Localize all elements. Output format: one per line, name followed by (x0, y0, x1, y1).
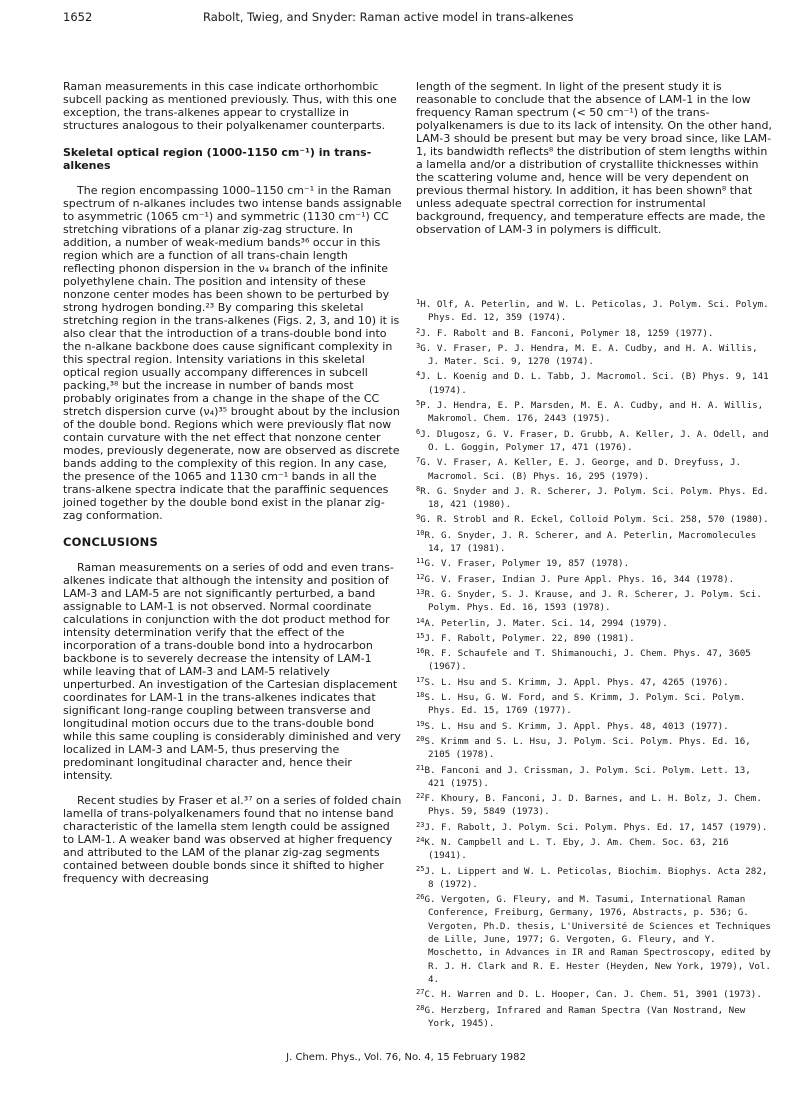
reference-text: R. G. Snyder, J. R. Scherer, and A. Peterlin, Macromolecules 14, 17 (1981). (424, 529, 757, 555)
reference-number: 9 (416, 513, 421, 522)
reference-item (416, 325, 772, 340)
reference-number: 2 (416, 326, 421, 335)
reference-text: G. R. Strobl and R. Eckel, Colloid Polym. Sci. 258, 570 (1980). (420, 514, 769, 526)
reference-number: 23 (416, 820, 425, 829)
right-column (416, 80, 772, 1030)
reference-text: F. Khoury, B. Fanconi, J. D. Barnes, and L. H. Bolz, J. Chem. Phys. 59, 5849 (1973). (424, 793, 762, 818)
reference-number: 15 (416, 631, 425, 640)
paragraph: Raman measurements on a series of odd and even trans-alkenes indicate that although the intensity and position of LAM-3 and LAM-5 are not significantly perturbed, a band assignable to LAM-1 is not observed. Normal coordinate calculations in conjunction with the dot product method for intensity determination verify that the effect of the incorporation of a trans-double bond into a hydrocarbon backbone is to severely decrease the intensity of LAM-1 while leaving that of LAM-3 and LAM-5 relatively unperturbed. An investigation of the Cartesian displacement coordinates for LAM-1 in the trans-alkenes indicates that significant long-range coupling between transverse and longitudinal motion occurs due to the trans-double bond while this same coupling is considerably diminished and very localized in LAM-3 and LAM-5, thus preserving the predominant longitudinal character and, hence their intensity. (63, 561, 401, 782)
reference-text: G. V. Fraser, A. Keller, E. J. George, and D. Dreyfuss, J. Macromol. Sci. (B) Phys. 16, 295 (1979). (420, 457, 742, 482)
reference-number: 17 (416, 675, 425, 684)
reference-item (416, 674, 772, 689)
reference-number: 25 (416, 864, 425, 873)
reference-number: 6 (416, 427, 421, 436)
reference-item (416, 863, 772, 892)
paragraph: Raman measurements in this case indicate orthorhombic subcell packing as mentioned previously. Thus, with this one exception, the trans-alkenes appear to crystallize in structures analogous to their polyalkenamer counterparts. (63, 80, 397, 132)
page-number: 1652 (63, 10, 93, 24)
reference-text: C. H. Warren and D. L. Hooper, Can. J. Chem. 51, 3901 (1973). (424, 989, 762, 1001)
paragraph: The region encompassing 1000–1150 cm⁻¹ in the Raman spectrum of n-alkanes includes two intense bands assignable to asymmetric (1065 cm⁻¹) and symmetric (1130 cm⁻¹) CC stretching vibrations of a planar zig-zag structure. In addition, a number of weak-medium bands³⁶ occur in this region which are a function of all trans-chain length reflecting phonon dispersion in the ν₄ branch of the infinite polyethylene chain. The position and intensity of these nonzone center modes has been shown to be perturbed by strong hydrogen bonding.²³ By comparing this skeletal stretching region in the trans-alkenes (Figs. 2, 3, and 10) it is also clear that the introduction of a trans-double bond into the n-alkane backbone does cause significant complexity in this spectral region. Intensity variations in this skeletal optical region usually accompany differences in subcell packing,³⁸ but the increase in number of bands most probably originates from a change in the shape of the CC stretch dispersion curve (ν₄)³⁵ brought about by the inclusion of the double bond. Regions which were previously flat now contain curvature with the net effect that nonzone center modes, previously degenerate, now are observed as discrete bands adding to the complexity of this region. In any case, the presence of the 1065 and 1130 cm⁻¹ bands in all the trans-alkene spectra indicate that the paraffinic sequences joined together by the double bond exist in the planar zig-zag conformation. (63, 184, 402, 522)
paragraph: Recent studies by Fraser et al.³⁷ on a series of folded chain lamella of trans-polyalkenamers found that no intense band characteristic of the lamella stem length could be assigned to LAM-1. A weaker band was observed at higher frequency and attributed to the LAM of the planar zig-zag segments contained between double bonds since it shifted to higher frequency with decreasing (63, 794, 402, 885)
reference-item (416, 397, 772, 426)
reference-item (416, 718, 772, 733)
reference-number: 28 (416, 1003, 425, 1012)
reference-item (416, 426, 772, 455)
reference-number: 24 (416, 835, 425, 844)
reference-number: 13 (416, 587, 425, 596)
reference-item (416, 555, 772, 570)
references-list (416, 296, 772, 1030)
reference-item (416, 986, 772, 1001)
reference-text: J. F. Rabolt, J. Polym. Sci. Polym. Phys. Ed. 17, 1457 (1979). (424, 821, 768, 833)
reference-item (416, 1002, 772, 1031)
reference-item (416, 296, 772, 325)
reference-text: R. F. Schaufele and T. Shimanouchi, J. Chem. Phys. 47, 3605 (1967). (424, 648, 751, 673)
reference-text: B. Fanconi and J. Crissman, J. Polym. Sci. Polym. Lett. 13, 421 (1975). (424, 764, 751, 789)
section-heading-skeletal: Skeletal optical region (1000-1150 cm⁻¹) in trans-alkenes (63, 146, 372, 172)
reference-number: 16 (416, 647, 425, 656)
reference-number: 10 (416, 528, 425, 537)
reference-item (416, 790, 772, 819)
reference-item (416, 689, 772, 718)
reference-number: 27 (416, 988, 425, 997)
reference-item (416, 483, 772, 512)
reference-item (416, 454, 772, 483)
reference-number: 3 (416, 341, 421, 350)
reference-item (416, 571, 772, 586)
reference-text: G. V. Fraser, P. J. Hendra, M. E. A. Cudby, and H. A. Willis, J. Mater. Sci. 9, 1270 (1974). (420, 342, 758, 368)
reference-number: 21 (416, 763, 425, 772)
reference-item (416, 586, 772, 615)
reference-item (416, 340, 772, 369)
page-footer: J. Chem. Phys., Vol. 76, No. 4, 15 February 1982 (286, 1052, 526, 1063)
reference-text: G. Vergoten, G. Fleury, and M. Tasumi, International Raman Conference, Freiburg, Germany, 1976, Abstracts, p. 536; G. Vergoten, Ph.D. thesis, L'Université de Sciences et Techniques de Lille, June, 1977; G. Vergoten, G. Fleury, and Y. Moschetto, in Advances in IR and Raman Spectroscopy, edited by R. J. H. Clark and R. E. Hester (Heyden, New York, 1979), Vol. 4. (424, 894, 771, 985)
reference-item (416, 527, 772, 556)
left-column (63, 80, 403, 885)
reference-number: 4 (416, 370, 421, 379)
reference-number: 1 (416, 298, 421, 306)
reference-text: R. G. Snyder and J. R. Scherer, J. Polym. Sci. Polym. Phys. Ed. 18, 421 (1980). (420, 485, 769, 511)
reference-number: 20 (416, 734, 425, 743)
reference-item (416, 511, 772, 526)
reference-number: 12 (416, 572, 425, 581)
reference-text: A. Peterlin, J. Mater. Sci. 14, 2994 (1979). (424, 617, 668, 629)
reference-item (416, 630, 772, 645)
reference-number: 8 (416, 484, 421, 493)
reference-number: 19 (416, 719, 425, 728)
reference-number: 7 (416, 456, 421, 465)
reference-item (416, 615, 772, 630)
reference-text: S. L. Hsu and S. Krimm, J. Appl. Phys. 48, 4013 (1977). (424, 720, 729, 732)
reference-text: G. V. Fraser, Polymer 19, 857 (1978). (424, 558, 630, 570)
reference-number: 11 (416, 557, 425, 566)
reference-item (416, 733, 772, 762)
reference-item (416, 834, 772, 863)
reference-item (416, 819, 772, 834)
reference-item (416, 645, 772, 674)
paragraph: length of the segment. In light of the present study it is reasonable to conclude that the absence of LAM-1 in the low frequency Raman spectrum (< 50 cm⁻¹) of the trans-polyalkenamers is due to its lack of intensity. On the other hand, LAM-3 should be present but may be very broad since, like LAM-1, its bandwidth reflects⁸ the distribution of stem lengths within a lamella and/or a distribution of crystallite thicknesses within the scattering volume and, hence will be very dependent on previous thermal history. In addition, it has been shown⁸ that unless adequate spectral correction for instrumental background, frequency, and temperature effects are made, the observation of LAM-3 in polymers is difficult. (416, 80, 772, 236)
reference-text: G. V. Fraser, Indian J. Pure Appl. Phys. 16, 344 (1978). (424, 573, 735, 585)
reference-item (416, 891, 772, 986)
reference-item (416, 762, 772, 791)
section-heading-conclusions: CONCLUSIONS (63, 535, 158, 549)
reference-text: J. F. Rabolt, Polymer. 22, 890 (1981). (424, 632, 635, 644)
reference-number: 18 (416, 691, 425, 700)
reference-text: S. L. Hsu, G. W. Ford, and S. Krimm, J. Polym. Sci. Polym. Phys. Ed. 15, 1769 (1977). (424, 692, 746, 717)
reference-text: J. F. Rabolt and B. Fanconi, Polymer 18, 1259 (1977). (420, 327, 714, 339)
reference-text: J. Dlugosz, G. V. Fraser, D. Grubb, A. Keller, J. A. Odell, and O. L. Goggin, Polymer 17, 471 (1976). (420, 428, 769, 453)
reference-text: R. G. Snyder, S. J. Krause, and J. R. Scherer, J. Polym. Sci. Polym. Phys. Ed. 16, 1593 (1978). (424, 588, 762, 614)
reference-text: G. Herzberg, Infrared and Raman Spectra (Van Nostrand, New York, 1945). (424, 1004, 746, 1029)
reference-text: S. L. Hsu and S. Krimm, J. Appl. Phys. 47, 4265 (1976). (424, 676, 729, 688)
reference-text: J. L. Koenig and D. L. Tabb, J. Macromol. Sci. (B) Phys. 9, 141 (1974). (420, 371, 769, 396)
reference-number: 26 (416, 893, 425, 902)
reference-number: 5 (416, 399, 421, 408)
reference-number: 14 (416, 616, 425, 625)
reference-text: J. L. Lippert and W. L. Peticolas, Biochim. Biophys. Acta 282, 8 (1972). (424, 865, 768, 890)
reference-number: 22 (416, 792, 425, 801)
reference-text: P. J. Hendra, E. P. Marsden, M. E. A. Cudby, and H. A. Willis, Makromol. Chem. 176, 2443 (1975). (420, 400, 764, 425)
running-header (63, 10, 772, 30)
reference-item (416, 368, 772, 397)
running-title: Rabolt, Twieg, and Snyder: Raman active model in trans-alkenes (203, 10, 574, 24)
reference-text: K. N. Campbell and L. T. Eby, J. Am. Chem. Soc. 63, 216 (1941). (424, 836, 729, 862)
reference-text: S. Krimm and S. L. Hsu, J. Polym. Sci. Polym. Phys. Ed. 16, 2105 (1978). (424, 735, 751, 761)
reference-text: H. Olf, A. Peterlin, and W. L. Peticolas, J. Polym. Sci. Polym. Phys. Ed. 12, 359 (1974). (420, 299, 769, 324)
